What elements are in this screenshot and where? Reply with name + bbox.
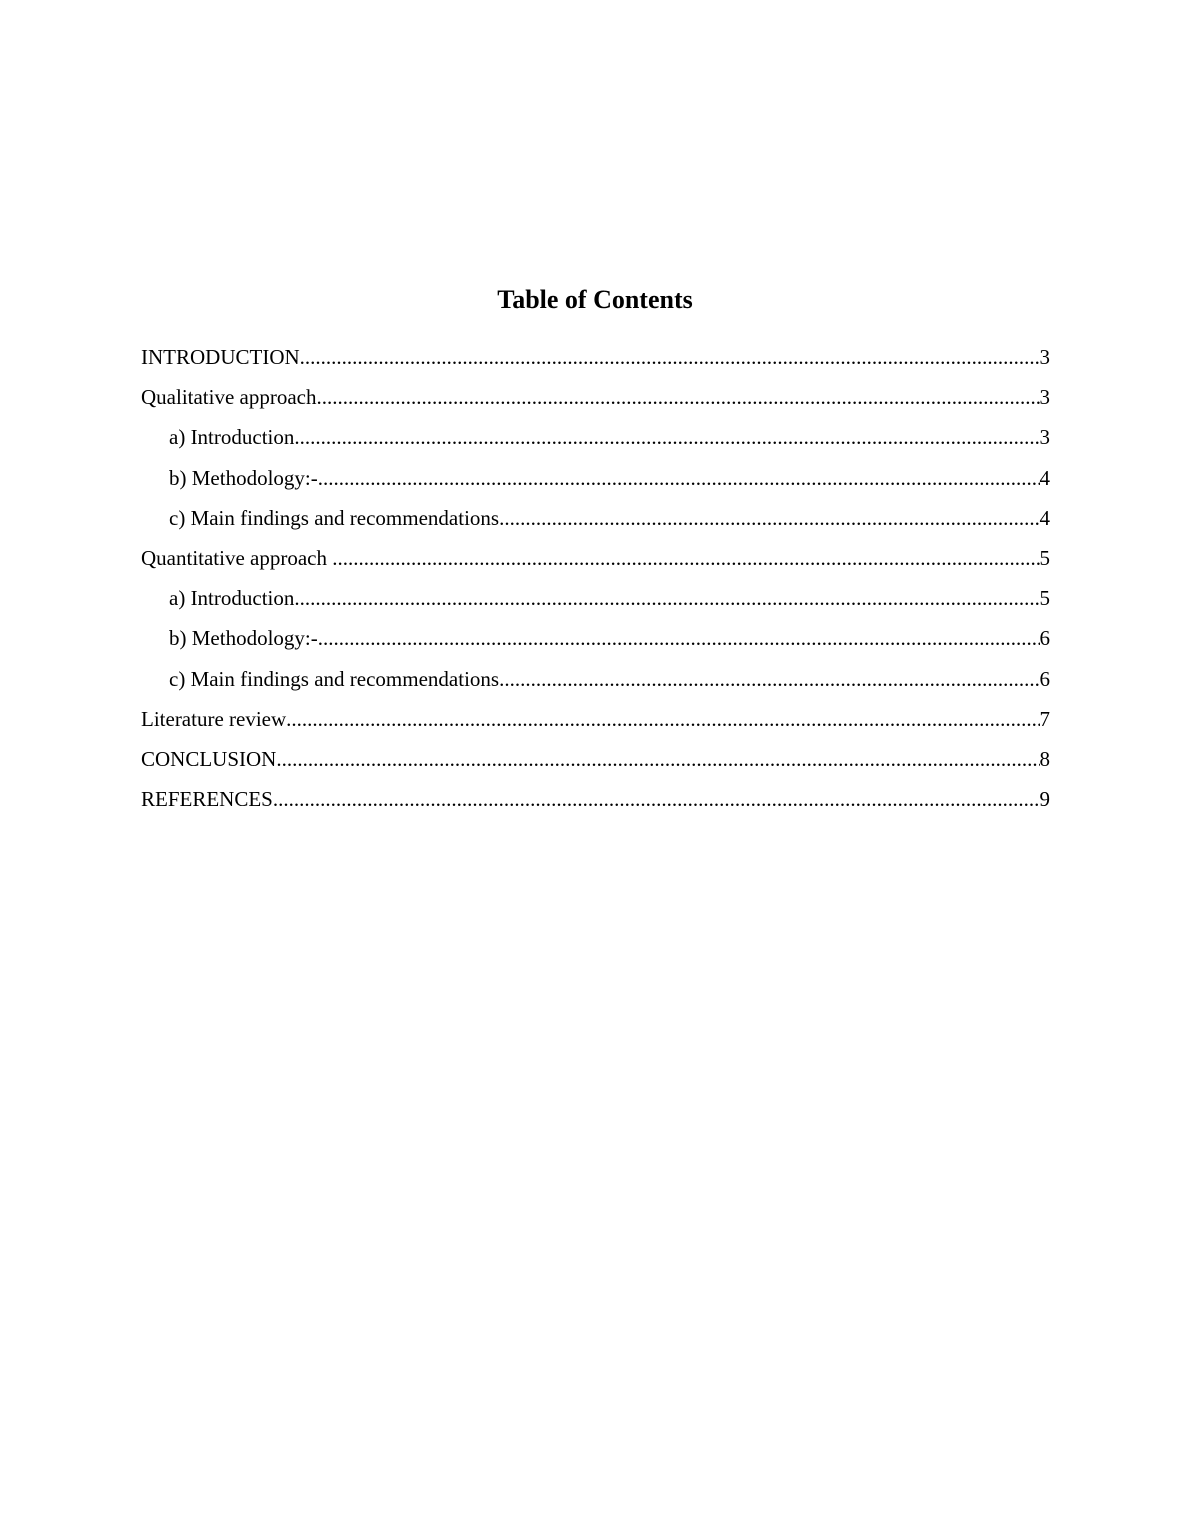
toc-dot-leader (332, 538, 1039, 578)
toc-dot-leader (318, 458, 1040, 498)
toc-entry[interactable] (141, 618, 1050, 658)
toc-entry-page: 6 (1039, 626, 1050, 651)
toc-title: Table of Contents (497, 285, 693, 314)
toc-dot-leader (276, 739, 1039, 779)
toc-dot-leader (499, 659, 1039, 699)
toc-entry-page: 8 (1039, 746, 1050, 771)
toc-entry-page: 5 (1039, 545, 1050, 570)
toc-entry-page: 3 (1039, 345, 1050, 369)
toc-entry[interactable] (141, 739, 1050, 779)
toc-entry-page: 4 (1039, 505, 1050, 530)
toc-dot-leader (273, 779, 1040, 819)
toc-dot-leader (317, 377, 1040, 417)
toc-entry-page: 6 (1039, 666, 1050, 691)
toc-entry-label: Literature review (141, 706, 287, 731)
toc-entry[interactable] (141, 699, 1050, 739)
toc-entry-label: a) Introduction (169, 586, 295, 611)
toc-entry-label: b) Methodology:- (169, 626, 318, 651)
toc-entry-page: 7 (1039, 706, 1050, 731)
toc-entry-label: REFERENCES (141, 787, 273, 812)
toc-entry[interactable] (141, 578, 1050, 618)
toc-entry-label: c) Main findings and recommendations (169, 505, 500, 530)
toc-dot-leader (294, 578, 1039, 618)
toc-entry[interactable] (141, 458, 1050, 498)
toc-entry[interactable] (141, 377, 1050, 417)
toc-entry-page: 9 (1039, 787, 1050, 812)
toc-entry-label: CONCLUSION (141, 746, 277, 771)
toc-entry-label: b) Methodology:- (169, 465, 318, 490)
toc-dot-leader (294, 417, 1039, 457)
toc-entry-label: Quantitative approach (141, 545, 333, 570)
toc-entry-page: 3 (1039, 385, 1050, 410)
toc-entry-label: a) Introduction (169, 425, 295, 450)
toc-list (141, 337, 1050, 819)
toc-entry[interactable] (141, 538, 1050, 578)
toc-entry[interactable] (141, 498, 1050, 538)
toc-entry[interactable] (141, 659, 1050, 699)
toc-dot-leader (286, 699, 1039, 739)
toc-entry[interactable] (141, 779, 1050, 819)
toc-entry[interactable] (141, 417, 1050, 457)
toc-entry-page: 4 (1039, 465, 1050, 490)
toc-entry-label: c) Main findings and recommendations (169, 666, 500, 691)
toc-entry-page: 3 (1039, 425, 1050, 450)
toc-dot-leader (499, 498, 1039, 538)
toc-entry-label: INTRODUCTION (141, 345, 300, 369)
toc-dot-leader (318, 618, 1040, 658)
toc-entry-label: Qualitative approach (141, 385, 317, 410)
toc-entry-page: 5 (1039, 586, 1050, 611)
toc-dot-leader (300, 337, 1040, 377)
toc-entry[interactable] (141, 337, 1050, 377)
